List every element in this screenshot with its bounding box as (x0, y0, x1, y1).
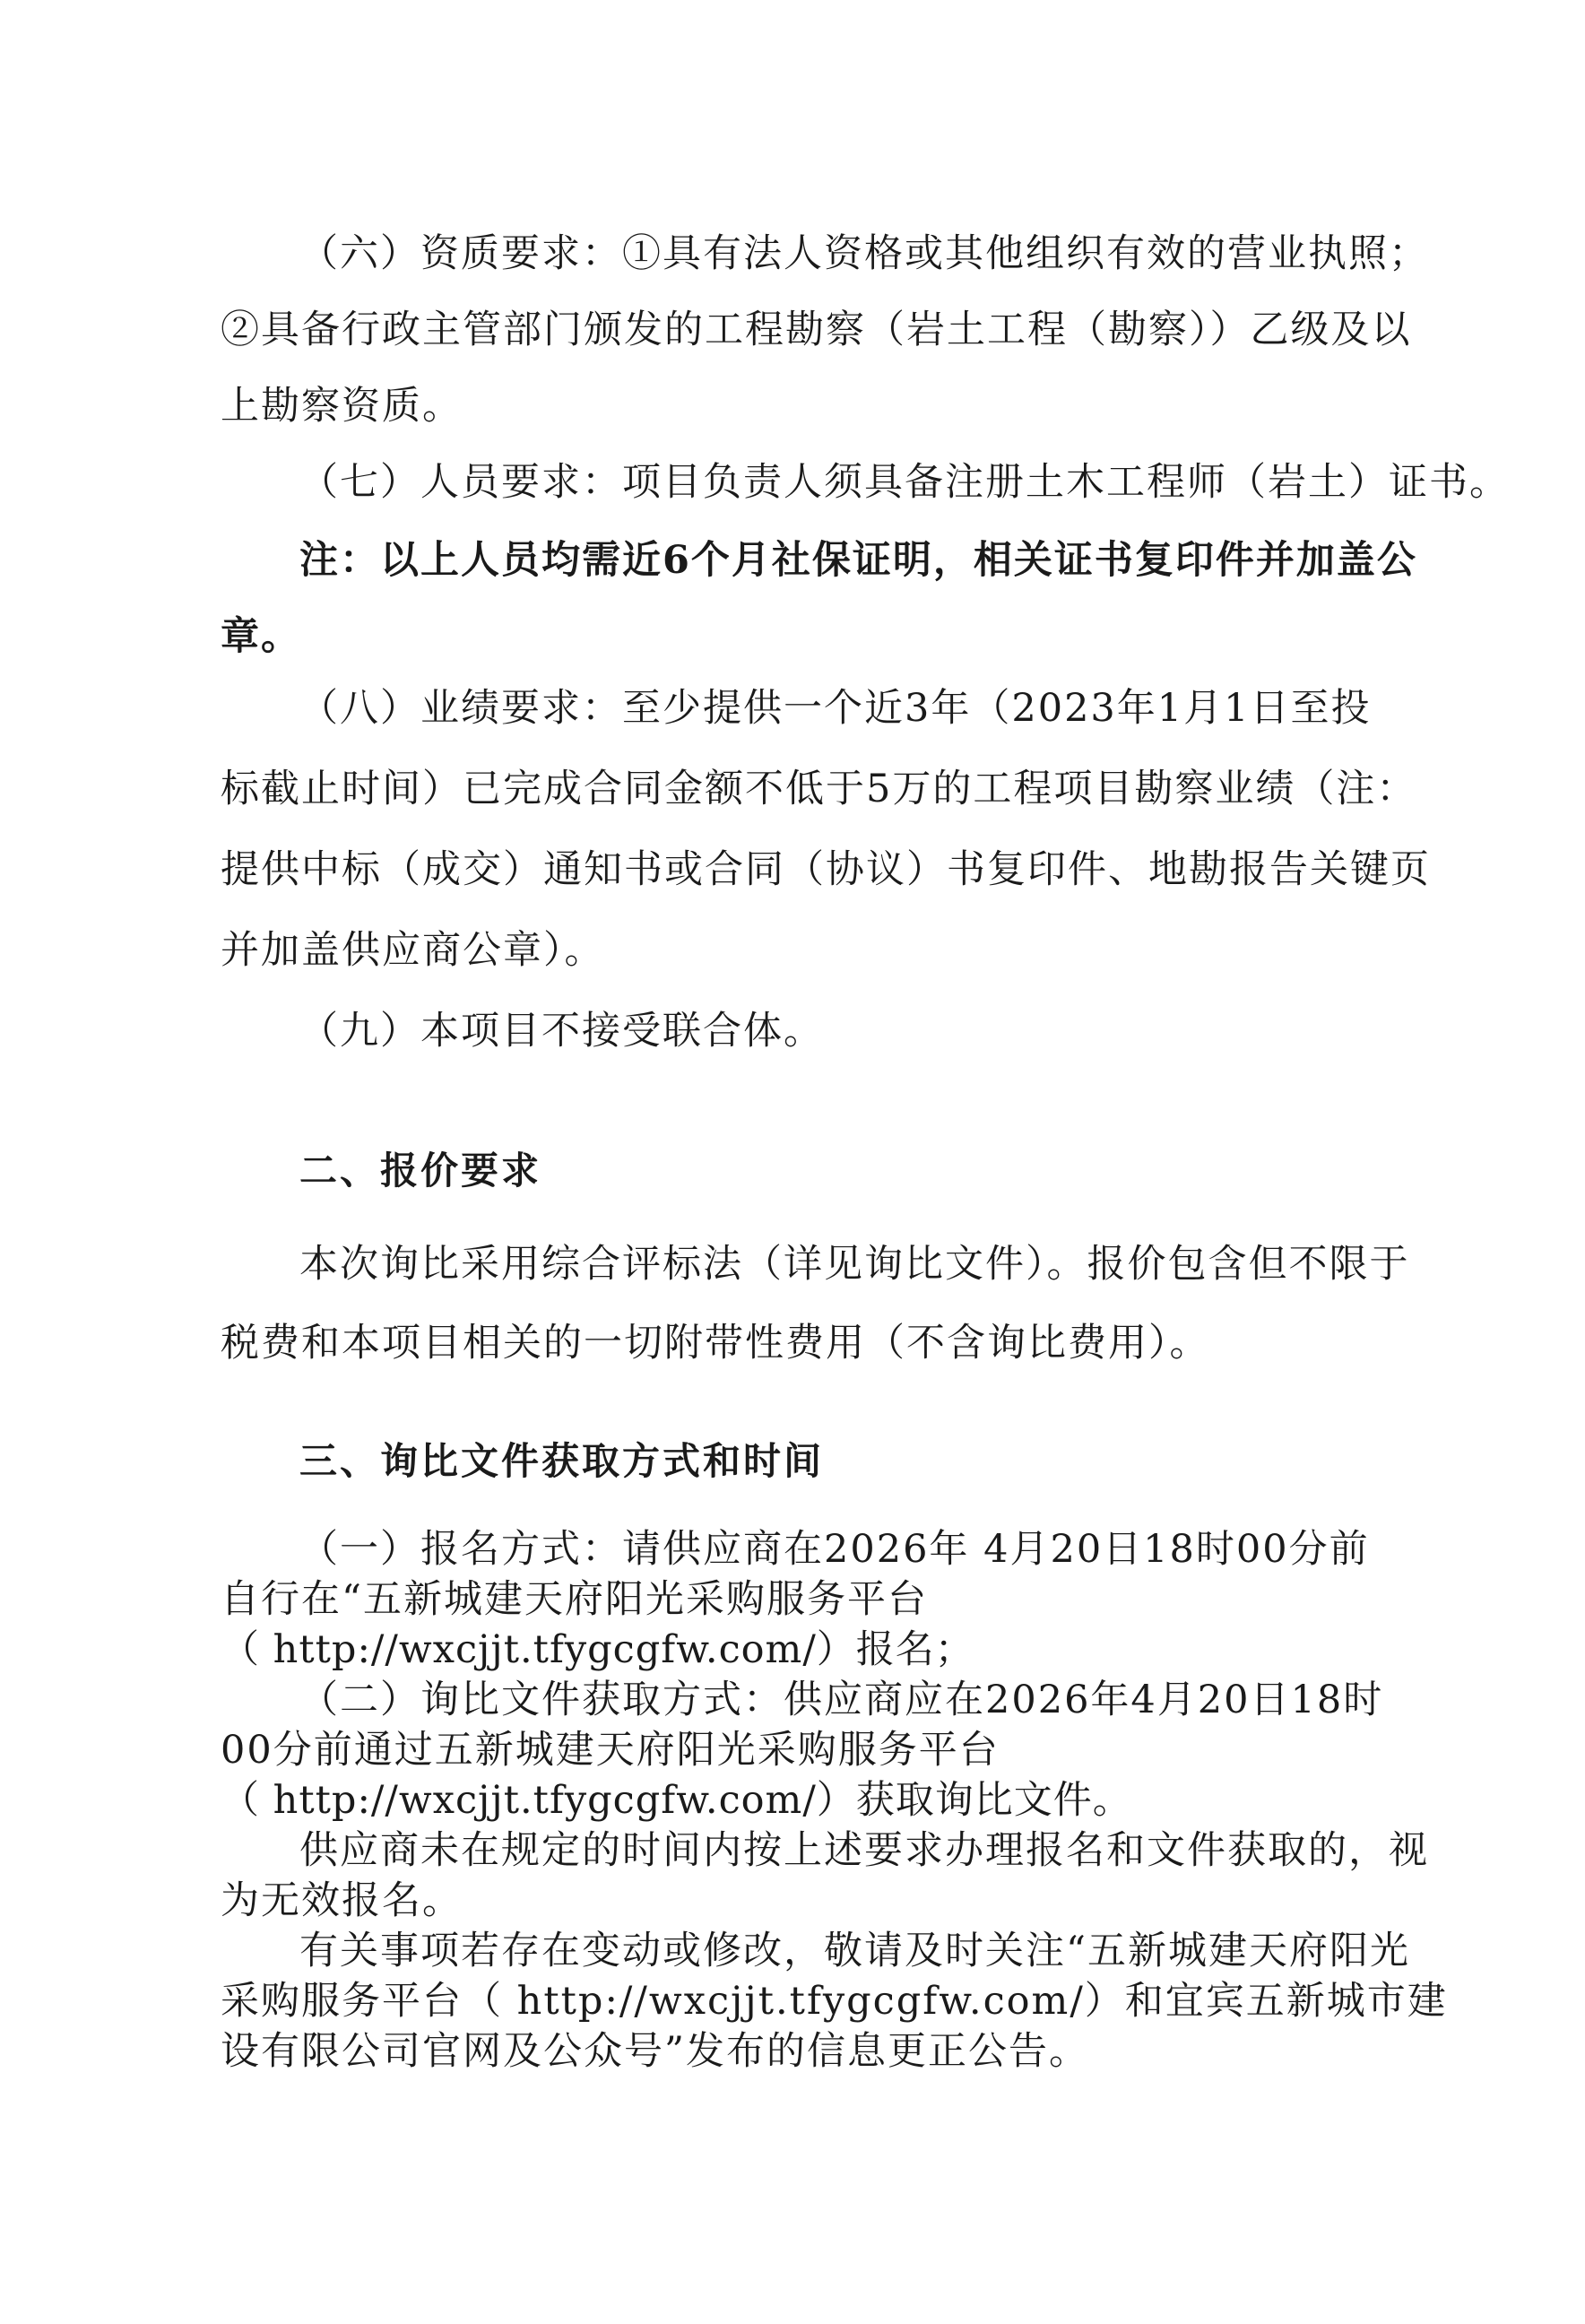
notice-line2: 采购服务平台（ http://wxcjjt.tfygcgfw.com/）和宜宾五新城市建 (221, 1979, 1448, 2024)
invalid-registration-line2: 为无效报名。 (221, 1878, 463, 1923)
item6-line1: （六）资质要求：①具有法人资格或其他组织有效的营业执照； (299, 231, 1429, 276)
item8-line2: 标截止时间）已完成合同金额不低于5万的工程项目勘察业绩（注： (221, 767, 1417, 811)
item6-line3: 上勘察资质。 (221, 384, 463, 429)
section2-paragraph-line2: 税费和本项目相关的一切附带性费用（不含询比费用）。 (221, 1321, 1210, 1366)
note-line1: 注：以上人员均需近6个月社保证明，相关证书复印件并加盖公 (299, 538, 1417, 583)
doc-acquisition-url-line: （ http://wxcjjt.tfygcgfw.com/）获取询比文件。 (221, 1778, 1132, 1823)
item7-personnel: （七）人员要求：项目负责人须具备注册土木工程师（岩土）证书。 (299, 460, 1510, 505)
item9-no-consortium: （九）本项目不接受联合体。 (299, 1009, 824, 1054)
registration-url-line: （ http://wxcjjt.tfygcgfw.com/）报名； (221, 1627, 974, 1672)
item8-line3: 提供中标（成交）通知书或合同（协议）书复印件、地勘报告关键页 (221, 847, 1431, 892)
registration-line2: 自行在“五新城建天府阳光采购服务平台 (221, 1577, 928, 1622)
section2-heading: 二、报价要求 (299, 1149, 542, 1192)
doc-acquisition-line2: 00分前通过五新城建天府阳光采购服务平台 (221, 1728, 1000, 1773)
item8-line4: 并加盖供应商公章）。 (221, 928, 605, 973)
item6-line2: ②具备行政主管部门颁发的工程勘察（岩土工程（勘察））乙级及以 (221, 308, 1412, 352)
invalid-registration-line1: 供应商未在规定的时间内按上述要求办理报名和文件获取的，视 (299, 1828, 1429, 1873)
notice-line3: 设有限公司官网及公众号”发布的信息更正公告。 (221, 2029, 1089, 2074)
section3-heading: 三、询比文件获取方式和时间 (299, 1439, 825, 1483)
item8-line1: （八）业绩要求：至少提供一个近3年（2023年1月1日至投 (299, 686, 1372, 731)
note-line2: 章。 (221, 614, 301, 659)
section2-paragraph-line1: 本次询比采用综合评标法（详见询比文件）。报价包含但不限于 (299, 1242, 1410, 1287)
doc-acquisition-line1: （二）询比文件获取方式：供应商应在2026年4月20日18时 (299, 1678, 1384, 1722)
notice-line1: 有关事项若存在变动或修改，敬请及时关注“五新城建天府阳光 (299, 1929, 1410, 1973)
registration-line1: （一）报名方式：请供应商在2026年 4月20日18时00分前 (299, 1527, 1370, 1572)
